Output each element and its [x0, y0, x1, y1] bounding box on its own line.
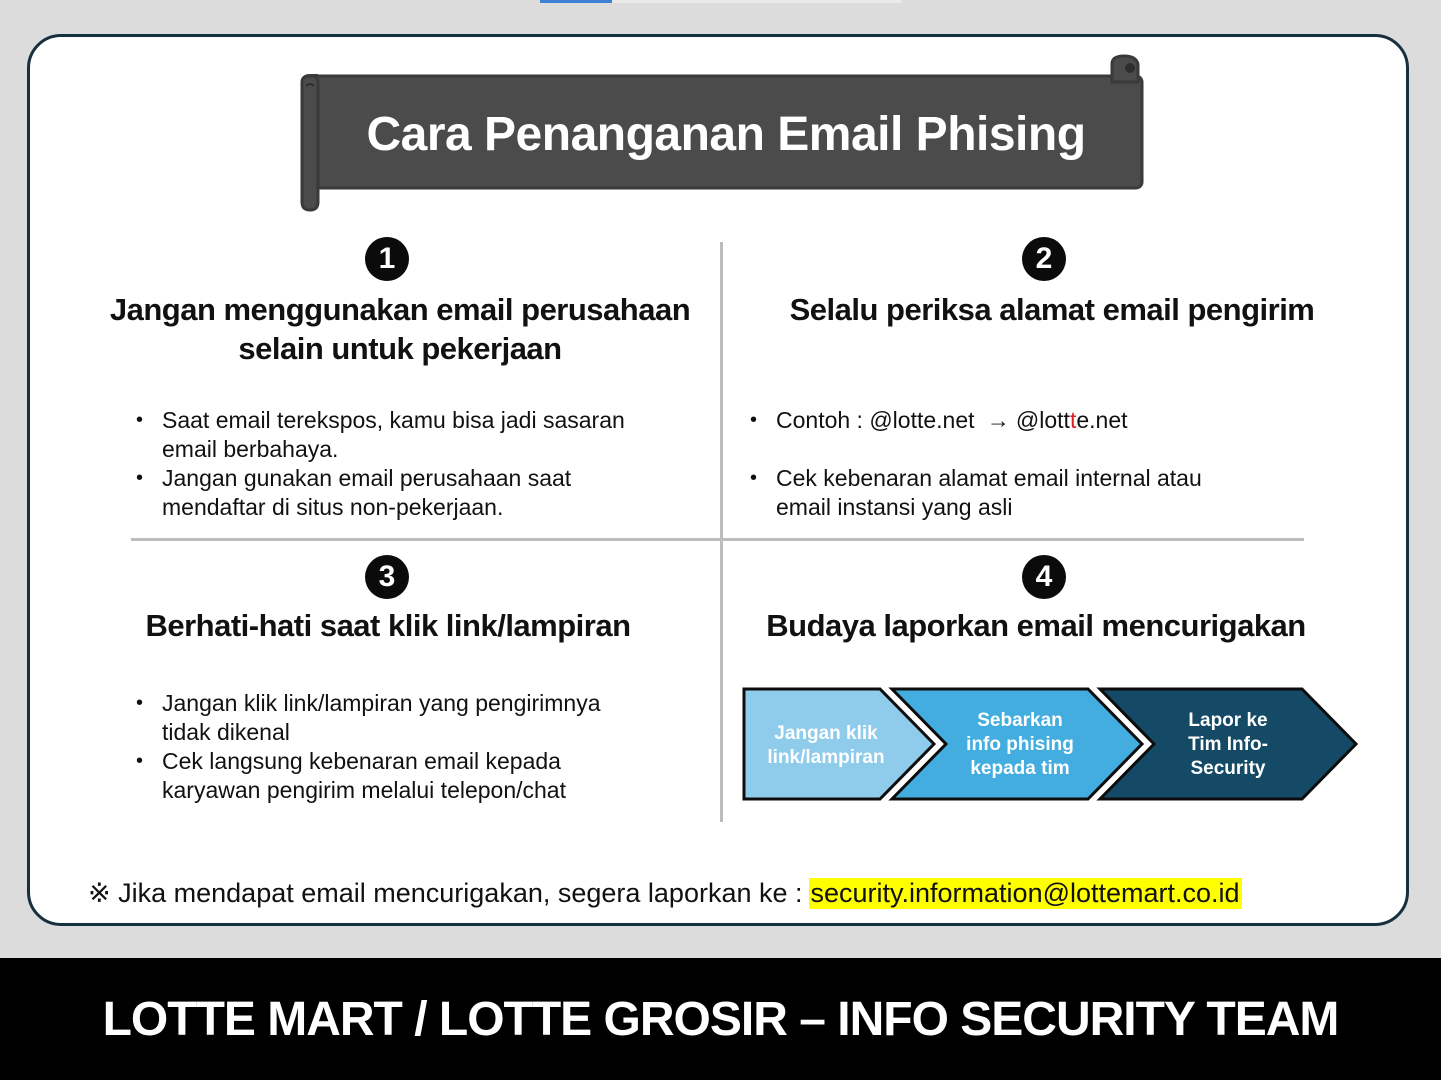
bullet-line: karyawan pengirim melalui telepon/chat	[162, 777, 566, 803]
section-2-bullets	[750, 406, 1202, 522]
fake-address-end: e.net	[1076, 407, 1128, 433]
section-1-title-line-2: selain untuk pekerjaan	[238, 331, 562, 366]
flow-line: Lapor ke	[1188, 710, 1268, 731]
section-4-title-line-1: Budaya laporkan email mencurigakan	[766, 608, 1306, 643]
report-email-link[interactable]: security.information@lottemart.co.id	[810, 877, 1240, 908]
section-3-title	[68, 606, 708, 645]
flow-step-1-label	[752, 722, 900, 770]
example-prefix: Contoh : @lotte.net	[776, 407, 975, 433]
bullet-line: email instansi yang asli	[776, 494, 1013, 520]
bullet-line: • Jangan gunakan email perusahaan saat	[162, 465, 572, 491]
section-3-title-line-1: Berhati-hati saat klik link/lampiran	[145, 608, 631, 643]
section-2-title	[732, 290, 1372, 329]
flow-line: link/lampiran	[767, 747, 885, 768]
bullet-line: • Cek langsung kebenaran email kepada	[162, 748, 561, 774]
section-2-title-line-1: Selalu periksa alamat email pengirim	[789, 292, 1315, 327]
horizontal-divider	[131, 538, 1304, 541]
bullet-line: mendaftar di situs non-pekerjaan.	[162, 494, 504, 520]
bullet-line: • Saat email terekspos, kamu bisa jadi sasaran	[162, 407, 625, 433]
number-badge-4: 4	[1022, 555, 1066, 599]
number-badge-3: 3	[365, 555, 409, 599]
fake-address-start: @lott	[1015, 407, 1070, 433]
bullet-line: • Jangan klik link/lampiran yang pengirimnya	[162, 690, 601, 716]
section-1-title-line-1: Jangan menggunakan email perusahaan	[109, 292, 691, 327]
list-item	[136, 747, 601, 805]
section-1-bullets	[136, 406, 625, 522]
footer-banner: LOTTE MART / LOTTE GROSIR – INFO SECURITY TEAM	[0, 958, 1441, 1080]
active-tab-indicator	[540, 0, 612, 3]
list-item	[136, 689, 601, 747]
flow-line: info phising	[966, 734, 1074, 755]
list-item	[136, 464, 625, 522]
list-item	[750, 406, 1202, 435]
report-note	[88, 874, 1242, 912]
list-item	[750, 464, 1202, 522]
bullet-line: • Cek kebenaran alamat email internal atau	[776, 465, 1202, 491]
section-4-title	[716, 606, 1356, 645]
flow-line: Tim Info-	[1188, 734, 1268, 755]
section-1-title	[80, 290, 720, 368]
page-title: Cara Penanganan Email Phising	[366, 107, 1086, 161]
flow-line: Jangan klik	[774, 723, 878, 744]
fake-address-highlight: t	[1069, 407, 1077, 433]
bullet-line: email berbahaya.	[162, 436, 339, 462]
arrow-icon: →	[986, 407, 1010, 433]
section-3-bullets	[136, 689, 601, 805]
report-note-text: ※ Jika mendapat email mencurigakan, segera laporkan ke :	[88, 877, 803, 908]
flow-line: kepada tim	[970, 758, 1070, 779]
number-badge-2: 2	[1022, 237, 1066, 281]
list-item	[136, 406, 625, 464]
flow-step-3-label	[1154, 709, 1302, 781]
vertical-divider	[720, 242, 723, 822]
flow-step-2-label	[946, 709, 1094, 781]
top-tab-strip	[540, 0, 902, 3]
bullet-line: tidak dikenal	[162, 719, 290, 745]
flow-line: Sebarkan	[977, 710, 1063, 731]
flow-line: Security	[1190, 758, 1266, 779]
number-badge-1: 1	[365, 237, 409, 281]
